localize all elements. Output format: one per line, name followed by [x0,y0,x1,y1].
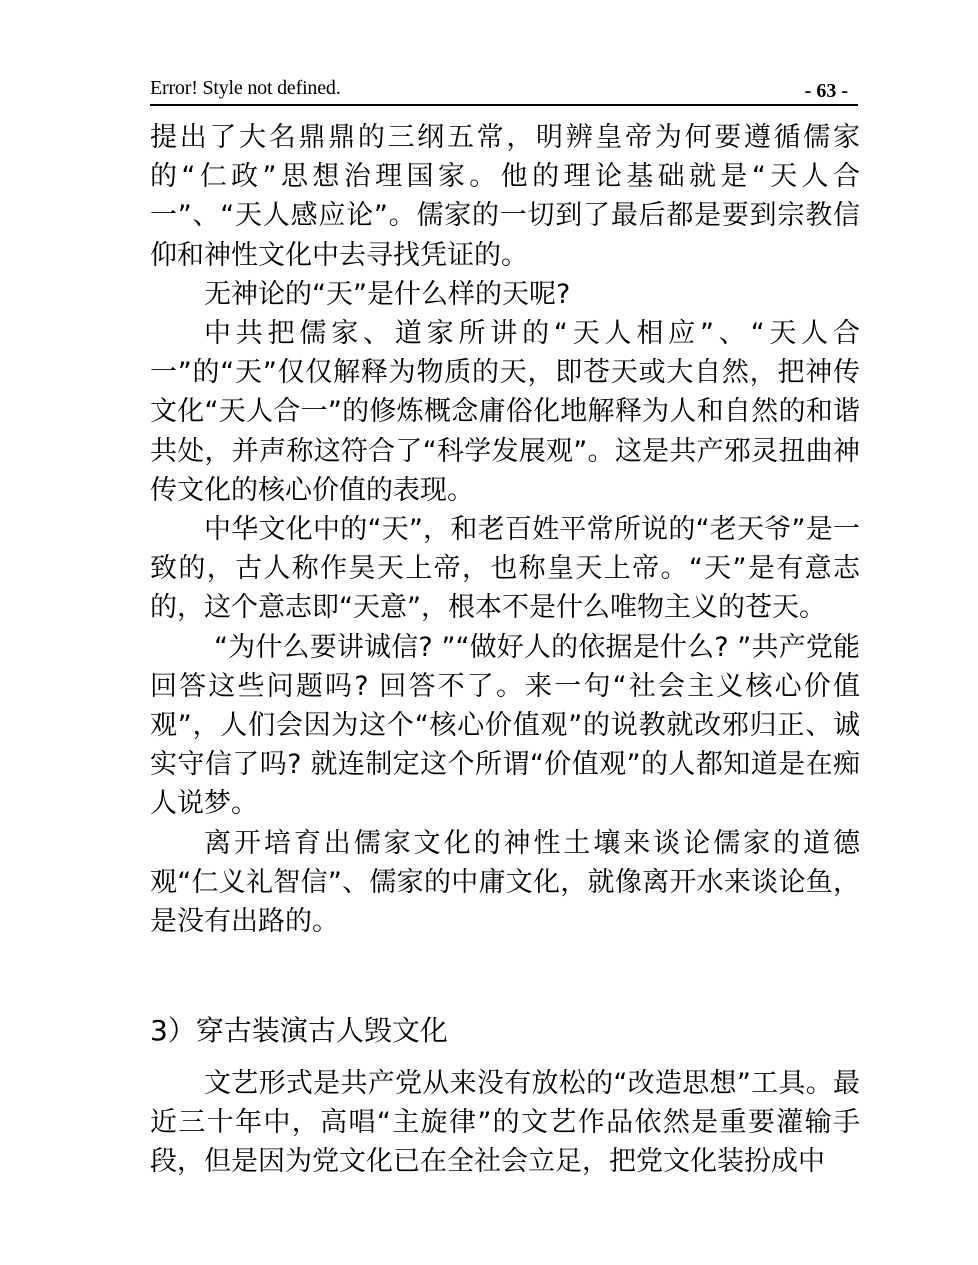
section-body [150,1064,860,1182]
paragraph: 文艺形式是共产党从来没有放松的“改造思想”工具。最近三十年中，高唱“主旋律”的文艺作品依然是重要灌输手段，但是因为党文化已在全社会立足，把党文化装扮成中 [150,1068,860,1178]
paragraph: 离开培育出儒家文化的神性土壤来谈论儒家的道德观“仁义礼智信”、儒家的中庸文化，就像离开水来谈论鱼，是没有出路的。 [150,827,860,938]
section-heading: 3）穿古装演古人毁文化 [150,1014,448,1047]
paragraph: 无神论的“天”是什么样的天呢? [204,278,571,310]
page-number: - 63 - [804,80,848,102]
paragraph: 中共把儒家、道家所讲的“天人相应”、“天人合一”的“天”仅仅解释为物质的天，即苍天或大自然，把神传文化“天人合一”的修炼概念庸俗化地解释为人和自然的和谐共处，并声称这符合了“科学发展观”。这是共产邪灵扭曲神传文化的核心价值的表现。 [150,318,860,506]
running-title: Error! Style not defined. [150,77,341,99]
page-header [150,70,858,106]
body-text [150,118,860,941]
paragraph: 提出了大名鼎鼎的三纲五常，明辨皇帝为何要遵循儒家的“仁政”思想治理国家。他的理论基础就是“天人合一”、“天人感应论”。儒家的一切到了最后都是要到宗教信仰和神性文化中去寻找凭证的。 [150,122,860,271]
paragraph: 中华文化中的“天”，和老百姓平常所说的“老天爷”是一致的，古人称作昊天上帝，也称皇天上帝。“天”是有意志的，这个意志即“天意”，根本不是什么唯物主义的苍天。 [150,514,860,624]
paragraph: “为什么要讲诚信? ”“做好人的依据是什么? ”共产党能回答这些问题吗? 回答不了。来一句“社会主义核心价值观”，人们会因为这个“核心价值观”的说教就改邪归正、诚实守信了吗? 就连制定这个所谓“价值观”的人都知道是在痴人说梦。 [150,631,860,820]
